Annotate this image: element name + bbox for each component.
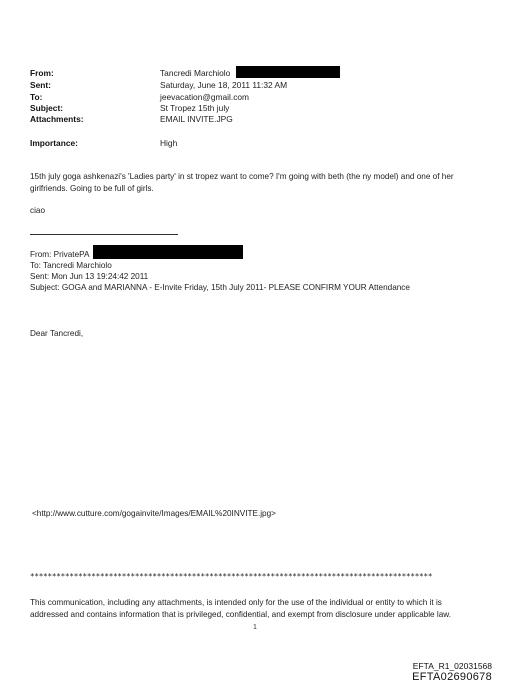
attachments-value: EMAIL INVITE.JPG (160, 114, 233, 124)
forwarded-sent: Sent: Mon Jun 13 19:24:42 2011 (30, 272, 149, 281)
importance-value: High (160, 138, 178, 148)
from-label: From: (30, 68, 54, 78)
disclaimer-line-1: This communication, including any attachments, is intended only for the use of the individual or entity to which it is (30, 598, 442, 607)
disclaimer-line-2: addressed and contains information that is privileged, confidential, and exempt from disclosure under applicable law. (30, 609, 451, 619)
bates-number: EFTA02690678 (412, 671, 492, 683)
body-paragraph (30, 171, 485, 195)
forwarded-subject: Subject: GOGA and MARIANNA - E-Invite Friday, 15th July 2011- PLEASE CONFIRM YOUR Attendance (30, 283, 410, 292)
sent-label: Sent: (30, 80, 51, 90)
forwarded-to: To: Tancredi Marchiolo (30, 261, 112, 270)
forwarded-greeting: Dear Tancredi, (30, 329, 84, 338)
redaction-block (236, 66, 340, 78)
disclaimer (30, 597, 485, 621)
forwarded-from: From: PrivatePA (30, 250, 90, 259)
redaction-block (93, 245, 243, 259)
separator-line (30, 234, 178, 235)
sent-value: Saturday, June 18, 2011 11:32 AM (160, 80, 288, 90)
importance-label: Importance: (30, 138, 78, 148)
body-signoff: ciao (30, 206, 46, 215)
bates-number-r1: EFTA_R1_02031568 (412, 661, 492, 671)
attachments-label: Attachments: (30, 114, 84, 124)
subject-label: Subject: (30, 103, 64, 113)
from-value: Tancredi Marchiolo (160, 68, 231, 78)
invite-image-link[interactable]: <http://www.cutture.com/gogainvite/Images/EMAIL%20INVITE.jpg> (32, 509, 276, 518)
page-number: 1 (253, 624, 257, 631)
asterisk-divider: ******************************************************************************************** (30, 572, 433, 581)
body-line-2: girlfriends. Going to be full of girls. (30, 183, 154, 193)
to-value: jeevacation@gmail.com (160, 92, 250, 102)
body-line-1: 15th july goga ashkenazi's 'Ladies party' in st tropez want to come? I'm going with beth (the ny model) and one of her (30, 172, 454, 181)
to-label: To: (30, 92, 43, 102)
subject-value: St Tropez 15th july (160, 103, 230, 113)
